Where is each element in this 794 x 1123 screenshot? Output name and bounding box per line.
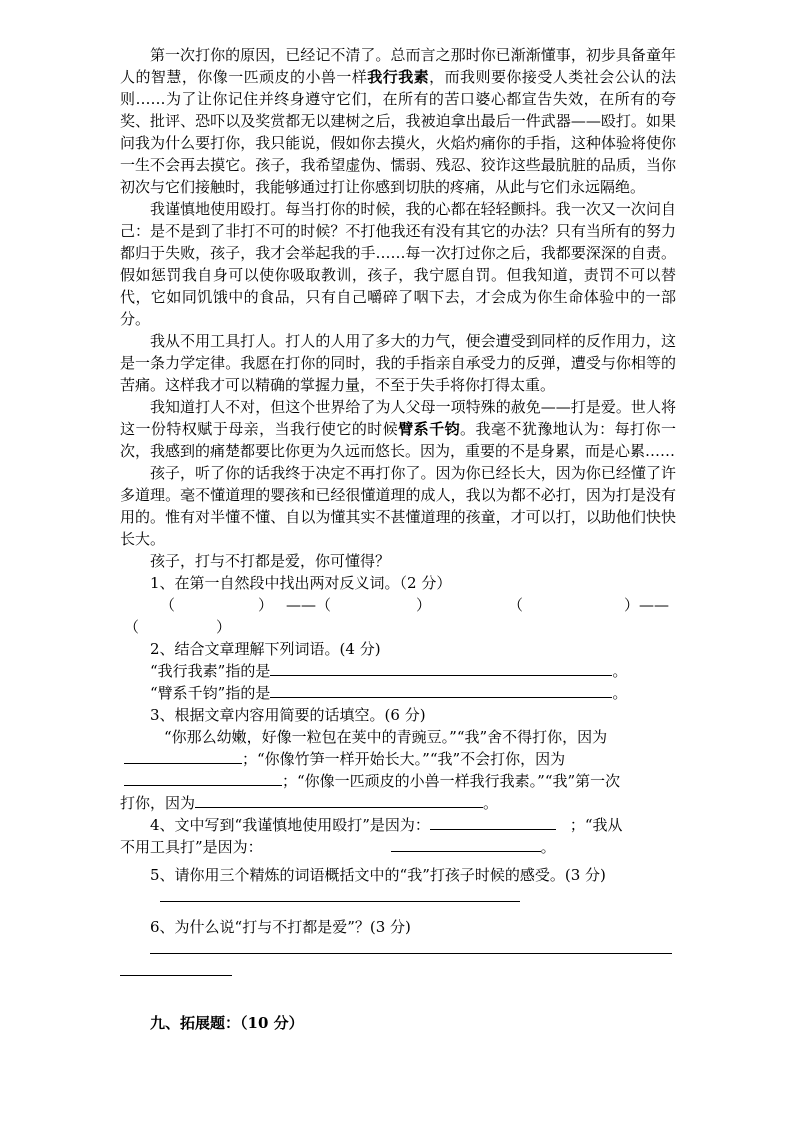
- paragraph-4: 我知道打人不对，但这个世界给了为人父母一项特殊的赦免——打是爱。世人将这一份特权赋于母亲，当我行使它的时候臂系千钧。我毫不犹豫地认为：每打你一次，我感到的痛楚都要比你更为久远而悠长。因为，重要的不是身累，而是心累……: [120, 398, 676, 460]
- paragraph-1: 第一次打你的原因，已经记不清了。总而言之那时你已渐渐懂事，初步具备童年人的智慧，你像一匹顽皮的小兽一样我行我素，而我则要你接受人类社会公认的法则……为了让你记住并终身遵守它们，在所有的苦口婆心都宣告失效，在所有的夸奖、批评、恐吓以及奖赏都无以建树之后，我被迫拿出最后一件武器——殴打。如果问我为什么要打你，我只能说，假如你去摸火，火焰灼痛你的手指，这种体验将使你一生不会再去摸它。孩子，我希望虚伪、懦弱、残忍、狡诈这些最肮脏的品质，当你初次与它们接触时，我能够通过打让你感到切肤的疼痛，从此与它们永远隔绝。: [120, 46, 676, 196]
- q1-paren-close-4[interactable]: ）: [216, 618, 232, 636]
- paragraph-6: 孩子，打与不打都是爱，你可懂得？: [150, 552, 391, 570]
- q1-paren-close-2[interactable]: ）: [416, 596, 432, 614]
- question-2a: “我行我素”指的是 。: [150, 662, 628, 680]
- question-3-line-1: “你那么幼嫩，好像一粒包在荚中的青豌豆。”“我”舍不得打你，因为: [164, 728, 608, 746]
- q6-answer-line-1[interactable]: [150, 952, 672, 954]
- section-nine-heading: 九、拓展题：（10 分）: [150, 1014, 304, 1032]
- question-3-line-3: ；“你像一匹顽皮的小兽一样我行我素。”“我”第一次: [120, 770, 676, 792]
- question-2: 2、结合文章理解下列词语。(4 分): [150, 640, 381, 658]
- paragraph-2: 我谨慎地使用殴打。每当打你的时候，我的心都在轻轻颤抖。我一次又一次问自己：是不是到了非打不可的时候？不打他我还有没有其它的办法？只有当所有的努力都归于失败，孩子，我才会举起我的手……每一次打过你之后，我都要深深的自责。假如惩罚我自身可以使你吸取教训，孩子，我宁愿自罚。但我知道，责罚不可以替代，它如同饥饿中的食品，只有自己嚼碎了咽下去，才会成为你生命体验中的一部分。: [120, 200, 676, 328]
- question-3-line-2: ；“你像竹笋一样开始长大。”“我”不会打你，因为: [120, 748, 676, 770]
- q4-answer-blank-1[interactable]: [430, 815, 556, 830]
- q3-answer-blank-3[interactable]: [195, 793, 483, 808]
- q1-paren-open-1: （: [160, 596, 176, 614]
- question-6: 6、为什么说“打与不打都是爱”？(3 分): [150, 918, 411, 936]
- question-3-line-4: 打你，因为 。: [120, 794, 499, 812]
- q1-paren-close-1[interactable]: ）: [258, 596, 274, 614]
- q2a-answer-blank[interactable]: [270, 661, 612, 676]
- paragraph-3: 我从不用工具打人。打人的人用了多大的力气，便会遭受到同样的反作用力，这是一条力学定律。我愿在打你的同时，我的手指亲自承受力的反弹，遭受与你相等的苦痛。这样我才可以精确的掌握力量，不至于失手将你打得太重。: [120, 332, 676, 394]
- q2b-answer-blank[interactable]: [270, 683, 612, 698]
- q3-answer-blank-2[interactable]: [124, 771, 282, 786]
- q5-answer-line[interactable]: [160, 900, 520, 902]
- q1-paren-open-3: （: [508, 596, 524, 614]
- question-1-answer-row: [120, 594, 676, 616]
- question-4-line-2: 不用工具打”是因为： 。: [120, 838, 556, 856]
- q1-close-dash[interactable]: ）——: [624, 596, 670, 614]
- q4-answer-blank-2[interactable]: [391, 837, 541, 852]
- question-5: 5、请你用三个精炼的词语概括文中的“我”打孩子时候的感受。(3 分): [150, 866, 606, 884]
- q3-answer-blank-1[interactable]: [124, 749, 242, 764]
- question-1: 1、在第一自然段中找出两对反义词。（2 分）: [150, 574, 452, 592]
- question-4: 4、文中写到“我谨慎地使用殴打”是因为： ；“我从: [150, 816, 623, 834]
- q1-dash-open: ——（: [286, 596, 332, 614]
- q1-paren-open-4: （: [124, 618, 140, 636]
- paragraph-5: 孩子，听了你的话我终于决定不再打你了。因为你已经长大，因为你已经懂了许多道理。毫不懂道理的婴孩和已经很懂道理的成人，我以为都不必打，因为打是没有用的。惟有对半懂不懂、自以为懂其实不甚懂道理的孩童，才可以打，以助他们快快长大。: [120, 464, 676, 548]
- question-2b: “臂系千钧”指的是 。: [150, 684, 628, 702]
- document-page: [120, 44, 676, 1034]
- question-3: 3、根据文章内容用简要的话填空。(6 分): [150, 706, 426, 724]
- q6-answer-line-2[interactable]: [120, 974, 232, 976]
- question-1-answer-row-2: [120, 616, 676, 638]
